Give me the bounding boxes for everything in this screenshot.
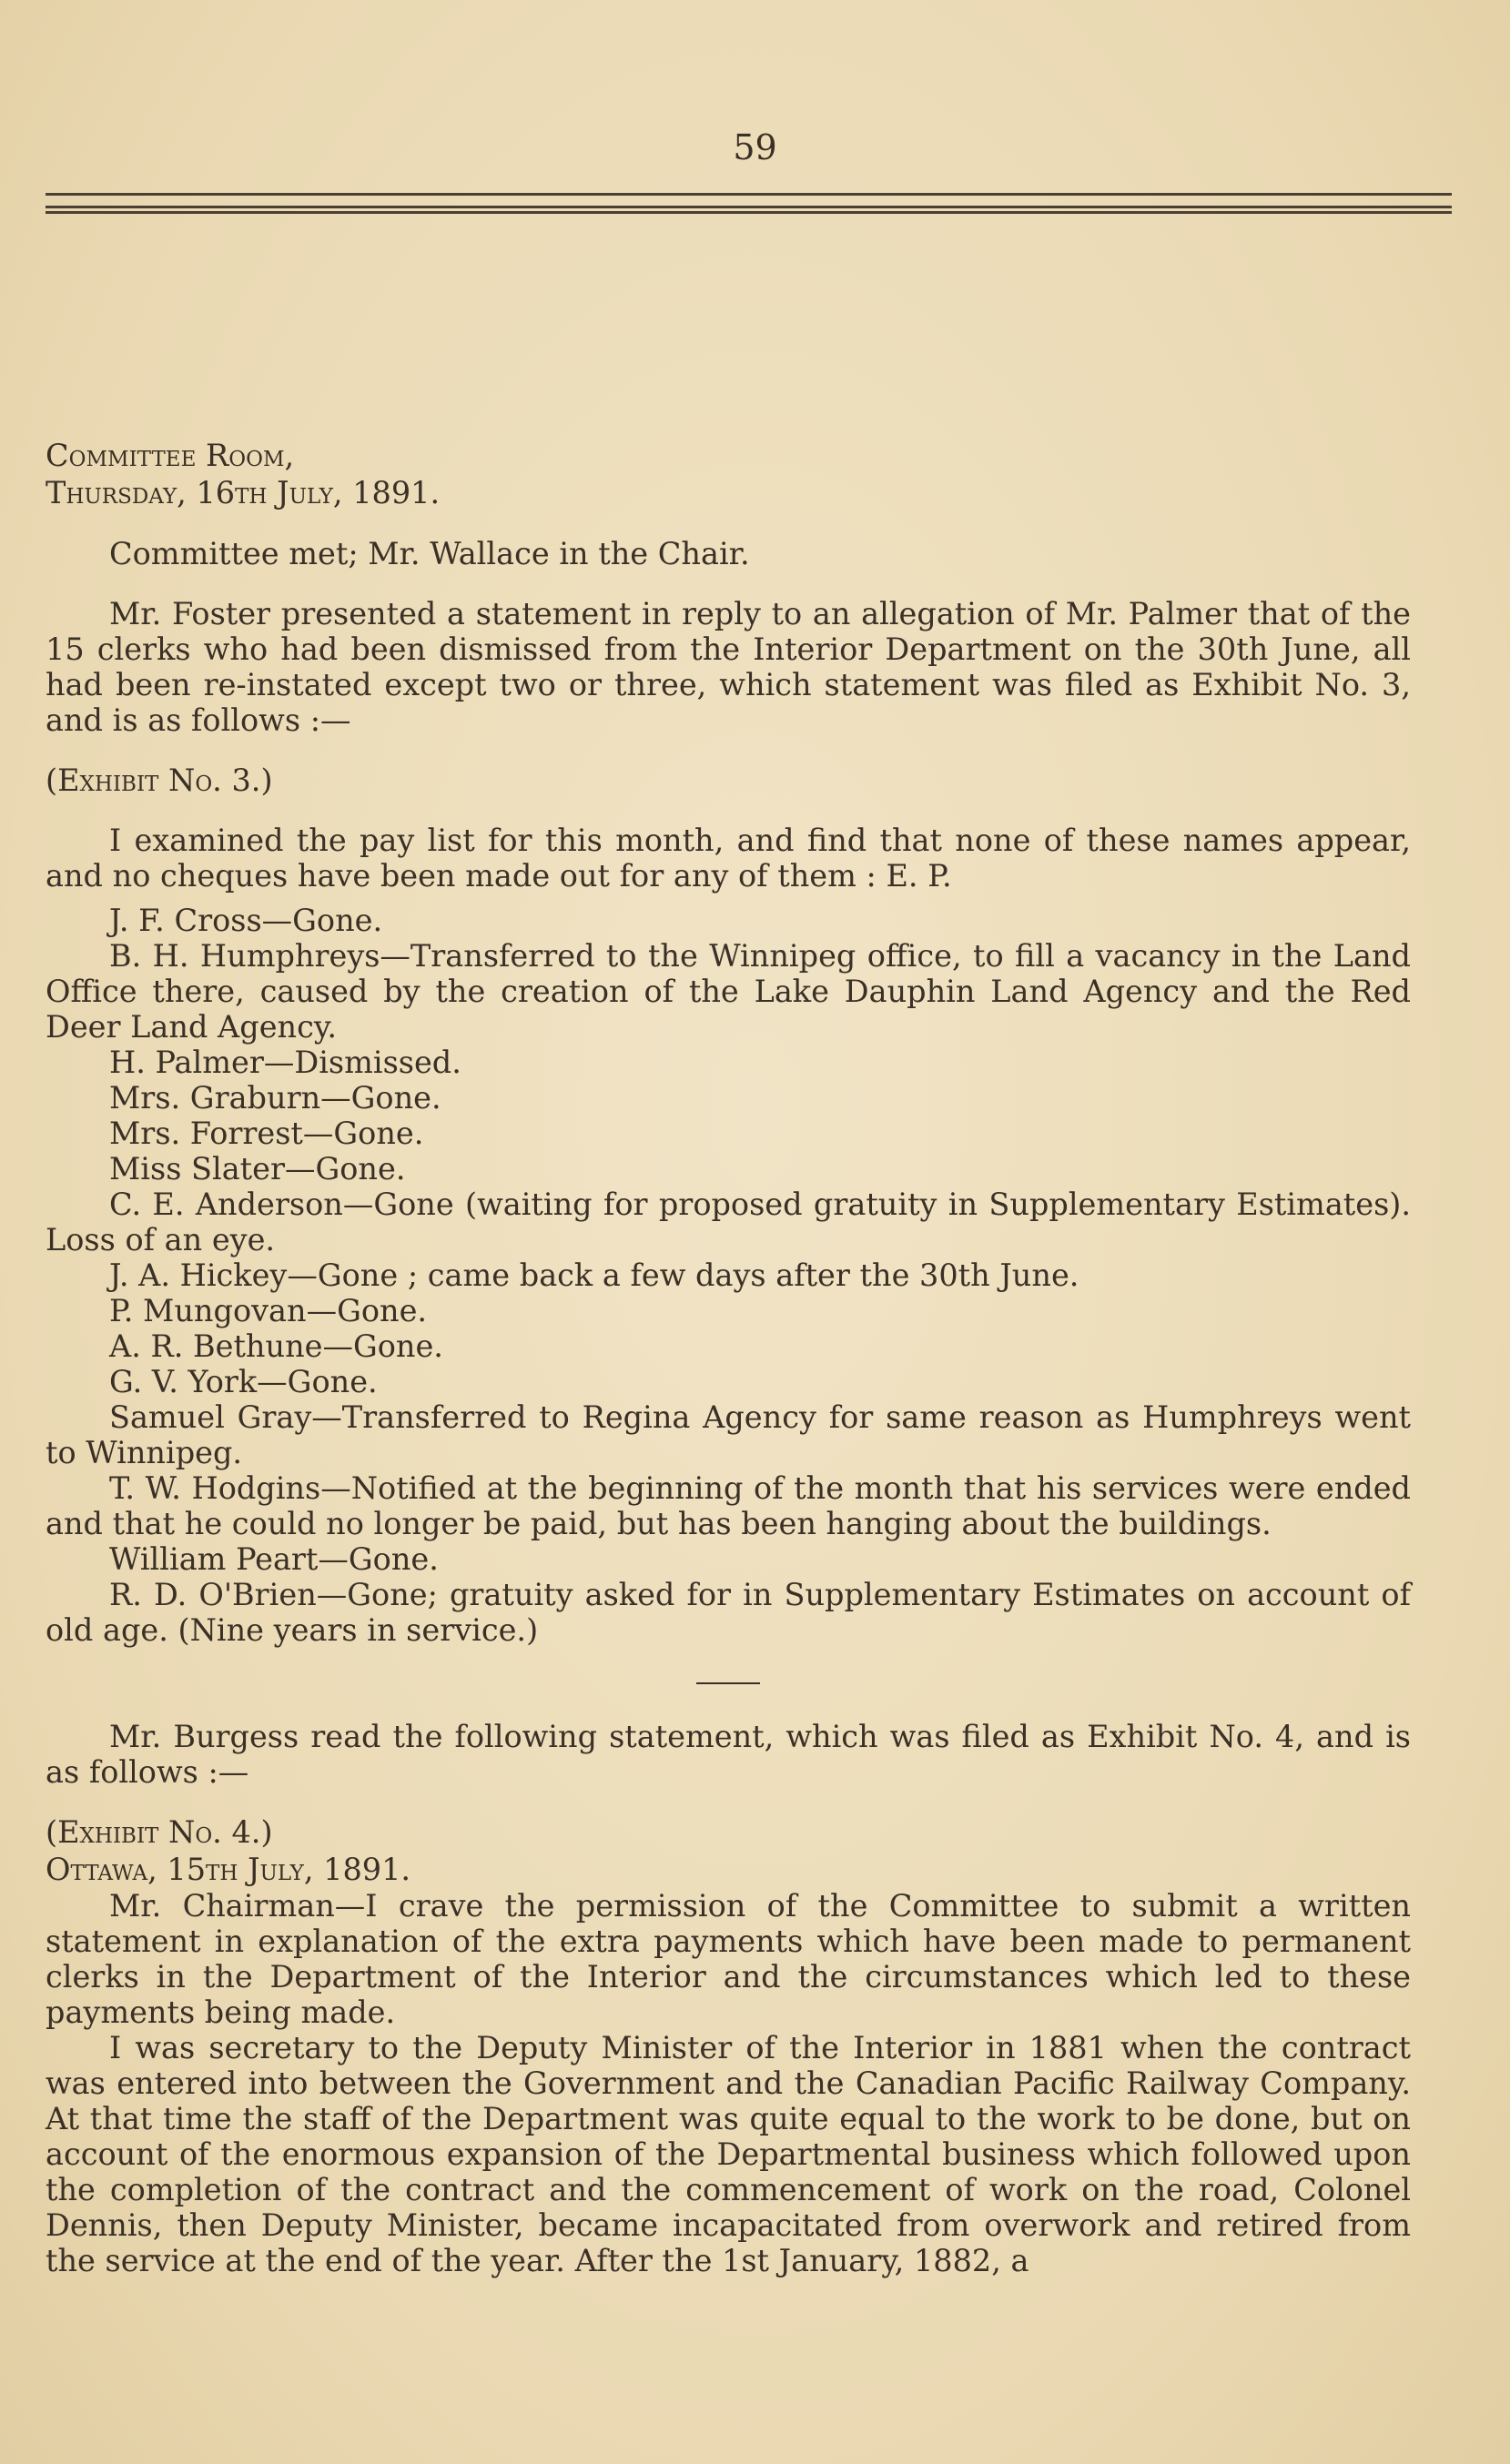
header-rule-top	[46, 193, 1452, 196]
header-rule-bottom	[46, 211, 1452, 214]
exhibit-3-entries	[46, 903, 1411, 1648]
list-item: R. D. O'Brien—Gone; gratuity asked for in Supplementary Estimates on account of old age. (Nine years in service.)	[46, 1577, 1411, 1648]
list-item: P. Mungovan—Gone.	[109, 1293, 428, 1328]
header-date: Thursday, 16th July, 1891.	[46, 475, 441, 510]
list-item: William Peart—Gone.	[109, 1541, 439, 1577]
exhibit-4-paragraph-2: I was secretary to the Deputy Minister of the Interior in 1881 when the contract was entered into between the Government and the Canadian Pacific Railway Company. At that time the staff of the Department was quite equal to the work to be done, but on account of the enormous expansion of the Departmental business which followed upon the completion of the contract and the commencement of work on the road, Colonel Dennis, then Deputy Minister, became incapacitated from overwork and retired from the service at the end of the year. After the 1st January, 1882, a	[46, 2030, 1411, 2278]
exhibit-4-title: (Exhibit No. 4.)	[46, 1814, 273, 1850]
list-item: A. R. Bethune—Gone.	[109, 1328, 443, 1364]
exhibit-4-paragraph-1: Mr. Chairman—I crave the permission of the Committee to submit a written statement in explanation of the extra payments which have been made to permanent clerks in the Department of the Interior and the circumstances which led to these payments being made.	[46, 1888, 1411, 2030]
exhibit-4-dateline: Ottawa, 15th July, 1891.	[46, 1852, 411, 1887]
section-divider	[696, 1682, 760, 1684]
list-item: G. V. York—Gone.	[109, 1364, 378, 1399]
list-item: Samuel Gray—Transferred to Regina Agency for same reason as Humphreys went to Winnipeg.	[46, 1399, 1411, 1470]
header-place: Committee Room,	[46, 438, 295, 473]
list-item: Mrs. Forrest—Gone.	[109, 1116, 424, 1151]
exhibit-3-title: (Exhibit No. 3.)	[46, 762, 273, 798]
list-item: C. E. Anderson—Gone (waiting for proposed gratuity in Supplementary Estimates). Loss of an eye.	[46, 1187, 1411, 1257]
list-item: J. F. Cross—Gone.	[109, 903, 383, 938]
page-number: 59	[733, 127, 777, 167]
exhibit-3-opening: I examined the pay list for this month, and find that none of these names appear, and no cheques have been made out for any of them : E. P.	[46, 823, 1411, 894]
burgess-paragraph: Mr. Burgess read the following statement, which was filed as Exhibit No. 4, and is as follows :—	[46, 1719, 1411, 1790]
document-body	[46, 437, 1411, 2278]
list-item: Miss Slater—Gone.	[109, 1151, 406, 1187]
foster-paragraph: Mr. Foster presented a statement in reply to an allegation of Mr. Palmer that of the 15 clerks who had been dismissed from the Interior Department on the 30th June, all had been re-instated except two or three, which statement was filed as Exhibit No. 3, and is as follows :—	[46, 596, 1411, 738]
list-item: H. Palmer—Dismissed.	[109, 1045, 461, 1080]
committee-met: Committee met; Mr. Wallace in the Chair.	[109, 536, 750, 571]
list-item: B. H. Humphreys—Transferred to the Winnipeg office, to fill a vacancy in the Land Office there, caused by the creation of the Lake Dauphin Land Agency and the Red Deer Land Agency.	[46, 938, 1411, 1045]
header-rule-middle	[46, 206, 1452, 208]
list-item: T. W. Hodgins—Notified at the beginning of the month that his services were ended and that he could no longer be paid, but has been hanging about the buildings.	[46, 1470, 1411, 1541]
list-item: J. A. Hickey—Gone ; came back a few days after the 30th June.	[109, 1257, 1079, 1293]
list-item: Mrs. Graburn—Gone.	[109, 1080, 441, 1116]
